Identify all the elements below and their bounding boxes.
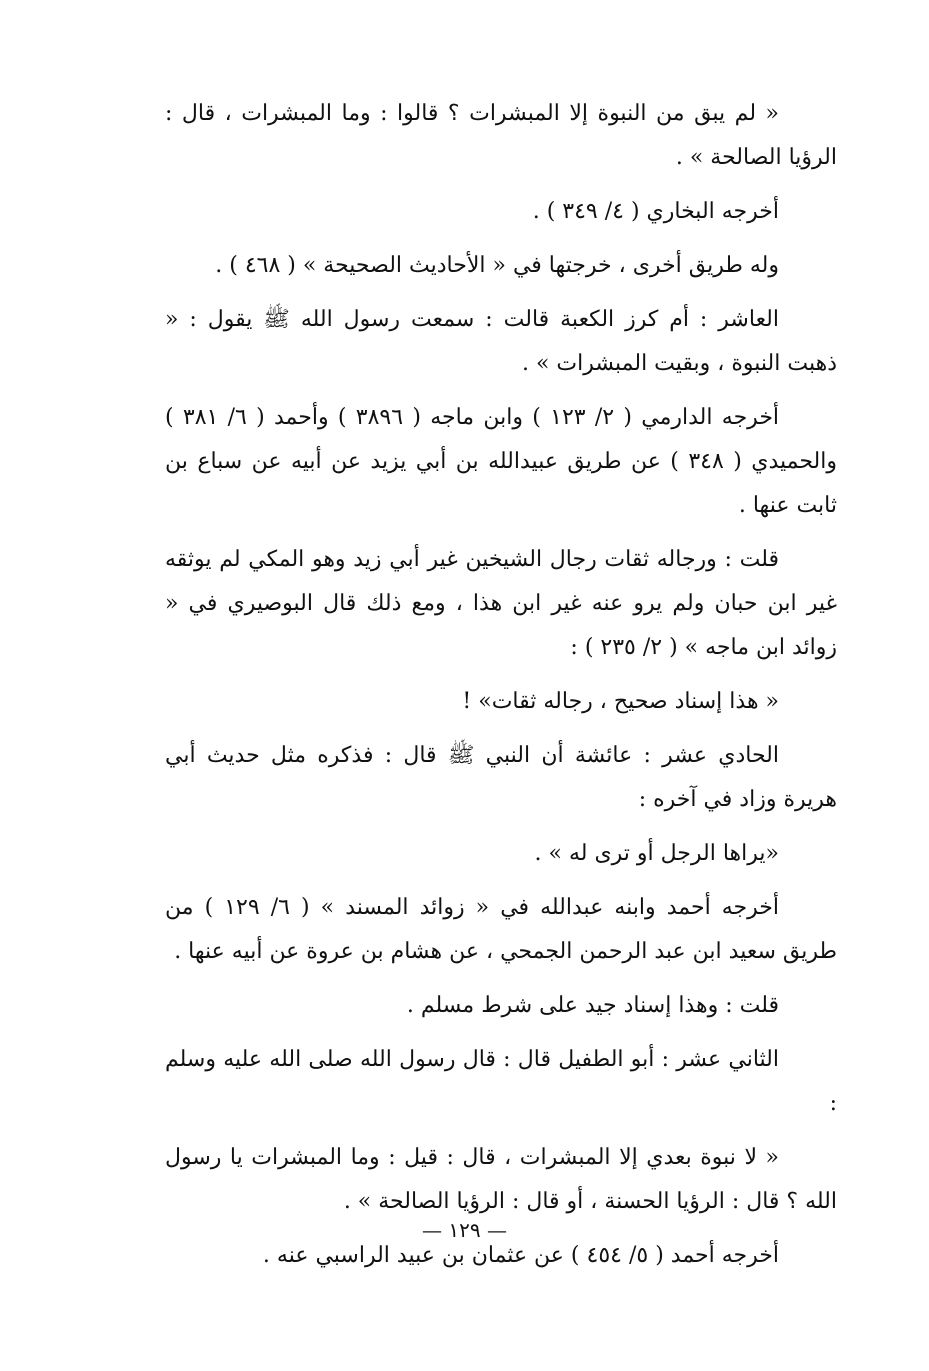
eleventh-narration-paragraph: الحادي عشر : عائشة أن النبي ﷺ قال : فذكره مثل حديث أبي هريرة وزاد في آخره :	[165, 743, 837, 812]
citation-ahmad-final: أخرجه أحمد ( ٥/ ٤٥٤ ) عن عثمان بن عبيد الراسبي عنه .	[262, 1243, 779, 1268]
hadith-quote-paragraph: « لم يبق من النبوة إلا المبشرات ؟ قالوا : وما المبشرات ، قال : الرؤيا الصالحة » .	[165, 101, 837, 170]
citation-ahmad-zawaid: أخرجه أحمد وابنه عبدالله في « زوائد المسند » ( ٦/ ١٢٩ ) من طريق سعيد ابن عبد الرحمن الجمحي ، عن هشام بن عروة عن أبيه عنها .	[165, 895, 837, 964]
busiri-quote: « هذا إسناد صحيح ، رجاله ثقات» !	[462, 689, 779, 714]
tenth-narration-paragraph: العاشر : أم كرز الكعبة قالت : سمعت رسول الله ﷺ يقول : « ذهبت النبوة ، وبقيت المبشرات » .	[165, 307, 837, 376]
addition-quote: «يراها الرجل أو ترى له » .	[534, 841, 779, 866]
citation-darimi: أخرجه الدارمي ( ٢/ ١٢٣ ) وابن ماجه ( ٣٨٩٦ ) وأحمد ( ٦/ ٣٨١ ) والحميدي ( ٣٤٨ ) عن طريق عبيدالله بن أبي يزيد عن أبيه عن سباع بن ثابت عنها .	[165, 405, 838, 518]
citation-bukhari: أخرجه البخاري ( ٤/ ٣٤٩ ) .	[532, 199, 779, 224]
page-number: — ١٢٩ —	[422, 1218, 507, 1242]
commentary-paragraph: قلت : ورجاله ثقات رجال الشيخين غير أبي زيد وهو المكي لم يوثقه غير ابن حبان ولم يرو عنه غير ابن هذا ، ومع ذلك قال البوصيري في « زوائد ابن ماجه » ( ٢/ ٢٣٥ ) :	[165, 547, 837, 660]
page-body-text	[165, 92, 837, 1284]
twelfth-narration-paragraph: الثاني عشر : أبو الطفيل قال : قال رسول الله صلى الله عليه وسلم :	[165, 1047, 837, 1116]
hadith-quote-no-prophet: « لا نبوة بعدي إلا المبشرات ، قال : قيل : وما المبشرات يا رسول الله ؟ قال : الرؤيا الحسنة ، أو قال : الرؤيا الصالحة » .	[165, 1145, 837, 1214]
grading-comment: قلت : وهذا إسناد جيد على شرط مسلم .	[406, 993, 779, 1018]
citation-sahihah: وله طريق أخرى ، خرجتها في « الأحاديث الصحيحة » ( ٤٦٨ ) .	[215, 253, 779, 278]
